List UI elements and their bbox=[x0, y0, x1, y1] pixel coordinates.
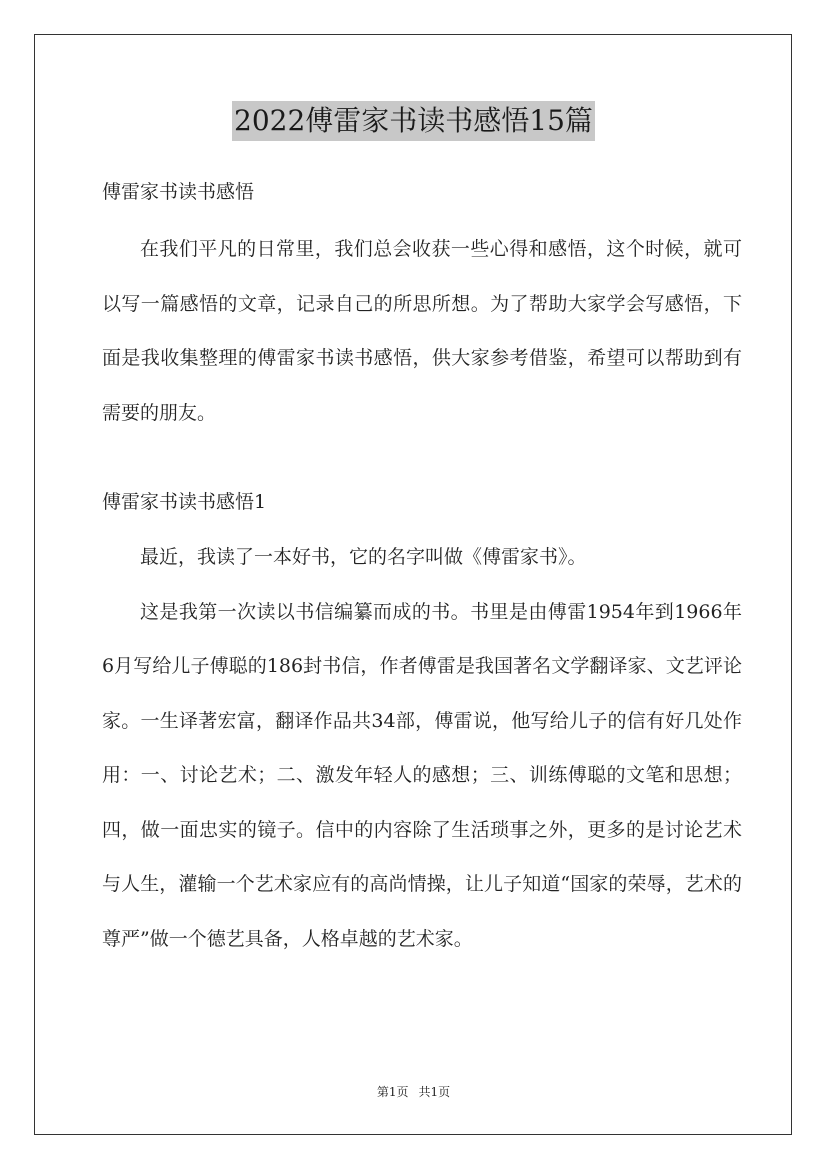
section1-paragraph-1: 最近，我读了一本好书，它的名字叫做《傅雷家书》。 bbox=[140, 546, 587, 568]
section1-paragraph-2: 这是我第一次读以书信编纂而成的书。书里是由傅雷1954年到1966年6月写给儿子傅聪的186封书信，作者傅雷是我国著名文学翻译家、文艺评论家。一生译著宏富，翻译作品共34部，傅雷说，他写给儿子的信有好几处作用：一、讨论艺术；二、激发年轻人的感想；三、训练傅聪的文笔和思想；四，做一面忠实的镜子。信中的内容除了生活琐事之外，更多的是讨论艺术与人生，灌输一个艺术家应有的高尚情操，让儿子知道“国家的荣辱，艺术的尊严”做一个德艺具备，人格卓越的艺术家。 bbox=[102, 600, 742, 950]
intro-paragraph: 在我们平凡的日常里，我们总会收获一些心得和感悟，这个时候，就可以写一篇感悟的文章，记录自己的所思所想。为了帮助大家学会写感悟，下面是我收集整理的傅雷家书读书感悟，供大家参考借鉴，希望可以帮助到有需要的朋友。 bbox=[102, 238, 742, 424]
document-title: 2022傅雷家书读书感悟15篇 bbox=[232, 101, 595, 141]
page-footer bbox=[0, 1083, 827, 1100]
page-number-current: 第1页 bbox=[376, 1085, 409, 1099]
title-container bbox=[0, 101, 827, 141]
section-gap bbox=[102, 440, 742, 482]
page-number-total: 共1页 bbox=[418, 1085, 451, 1099]
intro-heading: 傅雷家书读书感悟 bbox=[102, 181, 255, 203]
section1-heading: 傅雷家书读书感悟1 bbox=[102, 491, 267, 513]
document-body bbox=[102, 172, 742, 966]
